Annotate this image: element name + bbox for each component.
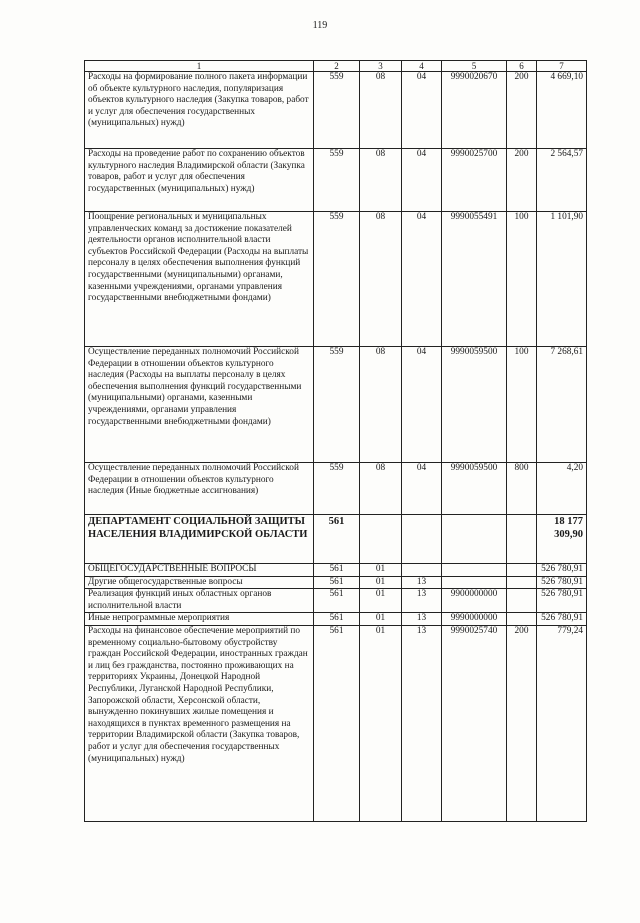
table-row bbox=[85, 72, 587, 149]
cell-amount: 2 564,57 bbox=[537, 149, 587, 212]
cell-type bbox=[507, 564, 537, 577]
cell-subsection: 04 bbox=[402, 463, 442, 515]
cell-section bbox=[360, 515, 402, 564]
cell-subsection: 04 bbox=[402, 212, 442, 347]
cell-section: 01 bbox=[360, 625, 402, 821]
row-name: Иные непрограммные мероприятия bbox=[85, 613, 314, 626]
cell-target bbox=[442, 576, 507, 589]
cell-ministry: 559 bbox=[314, 149, 360, 212]
cell-type bbox=[507, 613, 537, 626]
cell-subsection: 13 bbox=[402, 625, 442, 821]
row-name: Осуществление переданных полномочий Российской Федерации в отношении объектов культурного наследия (Расходы на выплаты персоналу в целях обеспечения выполнения функций государственными (муниципальными) органами, казенными учреждениями, органами управления государственными внебюджетными фондами) bbox=[85, 347, 314, 463]
cell-subsection: 04 bbox=[402, 347, 442, 463]
row-name: ДЕПАРТАМЕНТ СОЦИАЛЬНОЙ ЗАЩИТЫ НАСЕЛЕНИЯ ВЛАДИМИРСКОЙ ОБЛАСТИ bbox=[85, 515, 314, 564]
cell-subsection: 13 bbox=[402, 589, 442, 613]
cell-amount: 779,24 bbox=[537, 625, 587, 821]
cell-type: 100 bbox=[507, 212, 537, 347]
cell-target: 9990059500 bbox=[442, 463, 507, 515]
budget-table bbox=[84, 60, 587, 822]
cell-section: 01 bbox=[360, 613, 402, 626]
cell-target bbox=[442, 564, 507, 577]
cell-ministry: 561 bbox=[314, 515, 360, 564]
cell-target bbox=[442, 515, 507, 564]
cell-amount: 7 268,61 bbox=[537, 347, 587, 463]
cell-target: 9990025700 bbox=[442, 149, 507, 212]
cell-type: 800 bbox=[507, 463, 537, 515]
column-header: 3 bbox=[360, 61, 402, 72]
cell-amount: 526 780,91 bbox=[537, 564, 587, 577]
cell-type: 200 bbox=[507, 72, 537, 149]
cell-ministry: 559 bbox=[314, 72, 360, 149]
cell-type: 200 bbox=[507, 149, 537, 212]
cell-ministry: 561 bbox=[314, 576, 360, 589]
cell-target: 9900000000 bbox=[442, 589, 507, 613]
cell-amount: 526 780,91 bbox=[537, 576, 587, 589]
cell-subsection: 13 bbox=[402, 613, 442, 626]
cell-section: 08 bbox=[360, 149, 402, 212]
row-name: Реализация функций иных областных органов исполнительной власти bbox=[85, 589, 314, 613]
cell-section: 01 bbox=[360, 589, 402, 613]
table-row bbox=[85, 463, 587, 515]
cell-target: 9990020670 bbox=[442, 72, 507, 149]
cell-subsection bbox=[402, 564, 442, 577]
department-row bbox=[85, 515, 587, 564]
column-header: 4 bbox=[402, 61, 442, 72]
table-row bbox=[85, 564, 587, 577]
column-header: 1 bbox=[85, 61, 314, 72]
cell-amount: 4 669,10 bbox=[537, 72, 587, 149]
cell-amount: 1 101,90 bbox=[537, 212, 587, 347]
table-row bbox=[85, 625, 587, 821]
page-number: 119 bbox=[312, 20, 328, 31]
header-row bbox=[85, 61, 587, 72]
table-row bbox=[85, 589, 587, 613]
cell-ministry: 559 bbox=[314, 347, 360, 463]
cell-ministry: 559 bbox=[314, 463, 360, 515]
cell-section: 08 bbox=[360, 72, 402, 149]
cell-target: 9990000000 bbox=[442, 613, 507, 626]
column-header: 6 bbox=[507, 61, 537, 72]
cell-amount: 526 780,91 bbox=[537, 589, 587, 613]
column-header: 7 bbox=[537, 61, 587, 72]
cell-section: 08 bbox=[360, 347, 402, 463]
cell-amount: 4,20 bbox=[537, 463, 587, 515]
row-name: Расходы на проведение работ по сохранению объектов культурного наследия Владимирской области (Закупка товаров, работ и услуг для обеспечения государственных (муниципальных) нужд) bbox=[85, 149, 314, 212]
cell-target: 9990059500 bbox=[442, 347, 507, 463]
row-name: Другие общегосударственные вопросы bbox=[85, 576, 314, 589]
table-row bbox=[85, 212, 587, 347]
cell-type bbox=[507, 515, 537, 564]
cell-target: 9990055491 bbox=[442, 212, 507, 347]
cell-amount: 526 780,91 bbox=[537, 613, 587, 626]
table-row bbox=[85, 347, 587, 463]
table-row bbox=[85, 613, 587, 626]
row-name: ОБЩЕГОСУДАРСТВЕННЫЕ ВОПРОСЫ bbox=[85, 564, 314, 577]
cell-type bbox=[507, 589, 537, 613]
cell-section: 01 bbox=[360, 576, 402, 589]
cell-subsection: 04 bbox=[402, 72, 442, 149]
cell-ministry: 561 bbox=[314, 613, 360, 626]
cell-amount: 18 177 309,90 bbox=[537, 515, 587, 564]
table-row bbox=[85, 149, 587, 212]
cell-target: 9990025740 bbox=[442, 625, 507, 821]
row-name: Расходы на формирование полного пакета информации об объекте культурного наследия, популяризация объектов культурного наследия (Закупка товаров, работ и услуг для обеспечения государственных (муниципальных) нужд) bbox=[85, 72, 314, 149]
column-header: 5 bbox=[442, 61, 507, 72]
cell-section: 08 bbox=[360, 463, 402, 515]
row-name: Поощрение региональных и муниципальных управленческих команд за достижение показателей деятельности органов исполнительной власти субъектов Российской Федерации (Расходы на выплаты персоналу в целях обеспечения выполнения функций государственными (муниципальными) органами, казенными учреждениями, органами управления государственными внебюджетными фондами) bbox=[85, 212, 314, 347]
column-header: 2 bbox=[314, 61, 360, 72]
cell-subsection: 04 bbox=[402, 149, 442, 212]
cell-subsection bbox=[402, 515, 442, 564]
cell-ministry: 561 bbox=[314, 625, 360, 821]
cell-section: 08 bbox=[360, 212, 402, 347]
row-name: Осуществление переданных полномочий Российской Федерации в отношении объектов культурного наследия (Иные бюджетные ассигнования) bbox=[85, 463, 314, 515]
table-row bbox=[85, 576, 587, 589]
cell-ministry: 561 bbox=[314, 589, 360, 613]
cell-subsection: 13 bbox=[402, 576, 442, 589]
cell-type: 100 bbox=[507, 347, 537, 463]
cell-ministry: 559 bbox=[314, 212, 360, 347]
row-name: Расходы на финансовое обеспечение мероприятий по временному социально-бытовому обустройству граждан Российской Федерации, иностранных граждан и лиц без гражданства, постоянно проживающих на территориях Украины, Донецкой Народной Республики, Луганской Народной Республики, Запорожской области, Херсонской области, вынужденно покинувших жилые помещения и находящихся в пунктах временного размещения на территории Владимирской области (Закупка товаров, работ и услуг для обеспечения государственных (муниципальных) нужд) bbox=[85, 625, 314, 821]
cell-ministry: 561 bbox=[314, 564, 360, 577]
cell-type: 200 bbox=[507, 625, 537, 821]
cell-section: 01 bbox=[360, 564, 402, 577]
cell-type bbox=[507, 576, 537, 589]
